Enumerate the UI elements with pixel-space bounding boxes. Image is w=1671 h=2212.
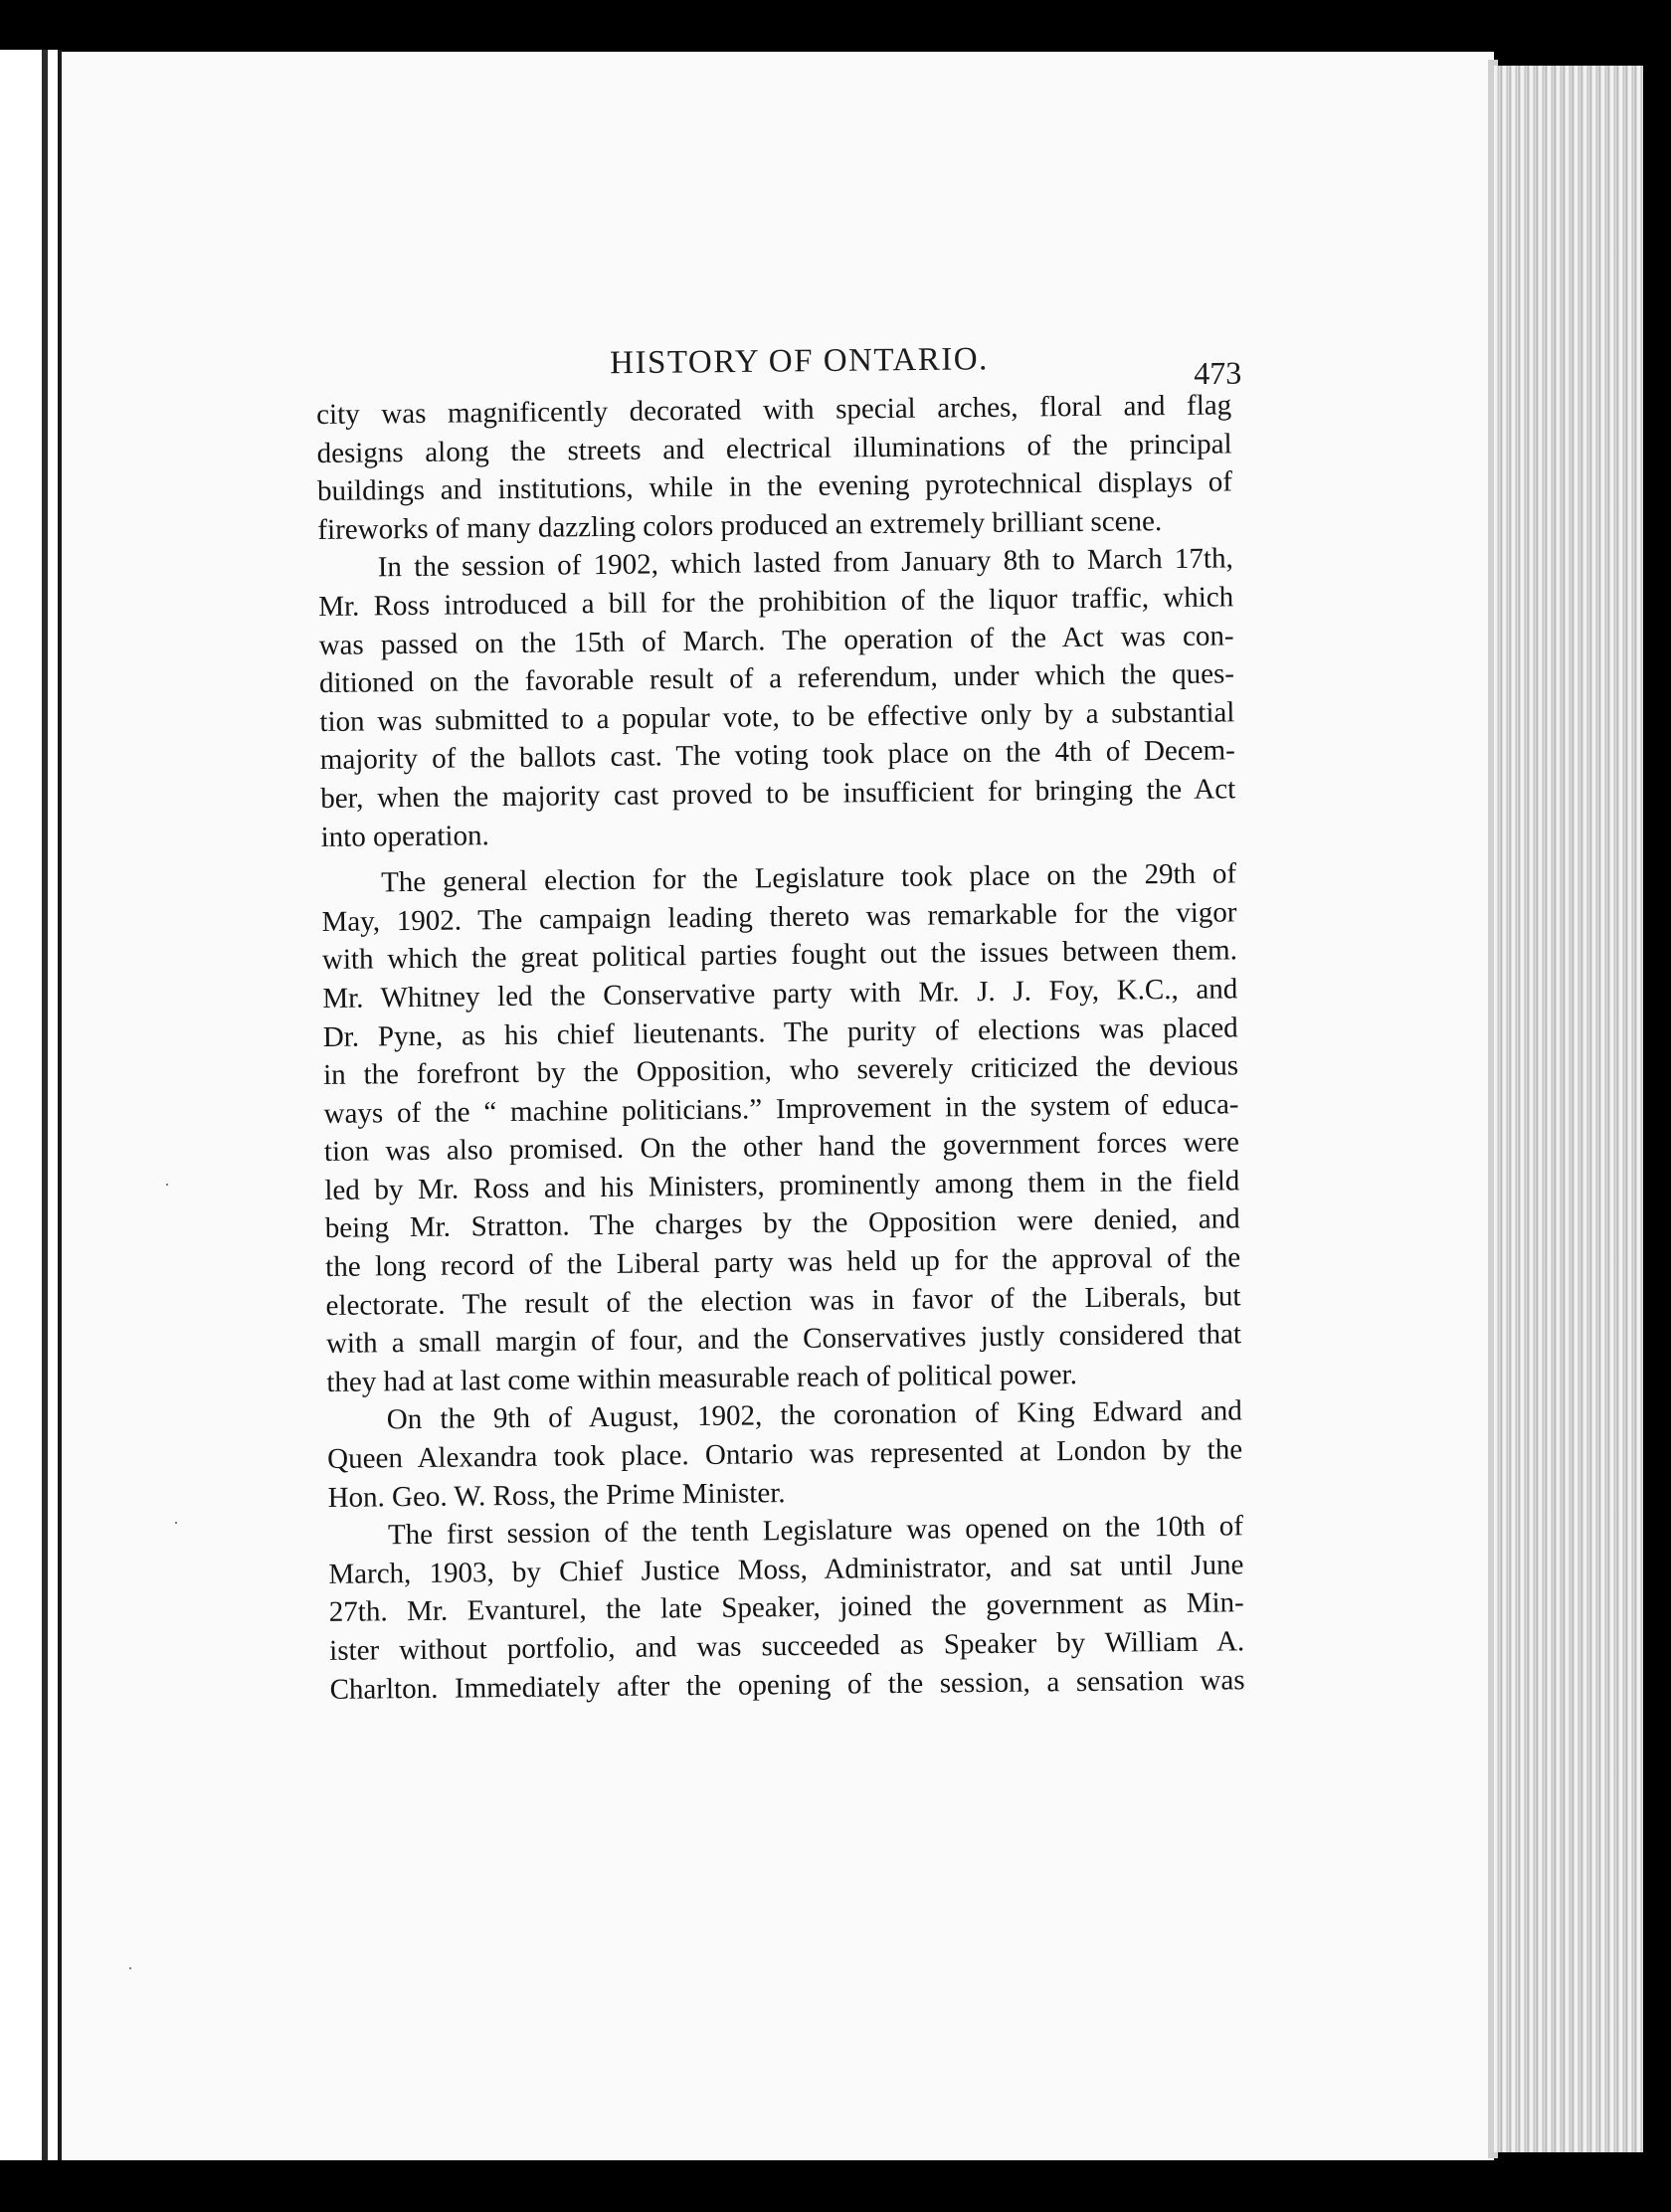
text-line: Mr. Ross introduced a bill for the prohibition of the liquor traffic, which <box>318 581 1234 623</box>
text-line: The general election for the Legislature took place on the 29th of <box>380 857 1237 899</box>
paragraph <box>327 1392 1243 1517</box>
text-line: ister without portfolio, and was succeeded as Speaker by William A. <box>329 1625 1245 1667</box>
text-line: they had at last come within measurable reach of political power. <box>326 1358 1078 1398</box>
text-line: In the session of 1902, which lasted from January 8th to March 17th, <box>377 542 1233 584</box>
text-line: tion was also promised. On the other hand the government forces were <box>323 1126 1240 1169</box>
paragraph <box>316 386 1233 549</box>
text-line: March, 1903, by Chief Justice Moss, Administrator, and sat until June <box>328 1549 1244 1590</box>
paper-speck <box>129 1967 131 1969</box>
text-line: Hon. Geo. W. Ross, the Prime Minister. <box>327 1476 786 1514</box>
text-line: electorate. The result of the election was in favor of the Liberals, but <box>325 1279 1241 1322</box>
page-number: 473 <box>1194 354 1242 392</box>
text-line: majority of the ballots cast. The voting took place on the 4th of Decem- <box>319 734 1235 777</box>
text-line: On the 9th of August, 1902, the coronation of King Edward and <box>386 1394 1242 1436</box>
text-line: being Mr. Stratton. The charges by the Opposition were denied, and <box>324 1202 1240 1245</box>
text-line: ber, when the majority cast proved to be insufficient for bringing the Act <box>320 773 1236 815</box>
running-head: HISTORY OF ONTARIO. <box>609 341 989 382</box>
text-line: into operation. <box>320 819 489 853</box>
text-line: 27th. Mr. Evanturel, the late Speaker, joined the government as Min- <box>328 1586 1244 1629</box>
text-line: Dr. Pyne, as his chief lieutenants. The purity of elections was placed <box>322 1011 1238 1053</box>
body-text <box>316 386 1245 1709</box>
text-line: fireworks of many dazzling colors produced an extremely brilliant scene. <box>317 504 1163 546</box>
text-line: Queen Alexandra took place. Ontario was represented at London by the <box>327 1433 1243 1475</box>
facing-page-edge <box>0 50 62 2160</box>
paragraph <box>321 854 1242 1401</box>
paragraph <box>318 540 1236 856</box>
text-line: May, 1902. The campaign leading thereto was remarkable for the vigor <box>321 896 1237 938</box>
text-line: city was magnificently decorated with special arches, floral and flag <box>316 389 1232 431</box>
text-line: buildings and institutions, while in the evening pyrotechnical displays of <box>316 465 1233 508</box>
paper-speck <box>166 1184 168 1186</box>
text-line: Charlton. Immediately after the opening of the session, a sensation was <box>329 1663 1245 1706</box>
book-page-edges <box>1494 66 1643 2152</box>
text-line: ditioned on the favorable result of a referendum, under which the ques- <box>318 657 1235 700</box>
text-line: ways of the “ machine politicians.” Improvement in the system of educa- <box>323 1088 1239 1130</box>
text-line: with which the great political parties fought out the issues between them. <box>321 934 1238 977</box>
paragraph <box>328 1508 1245 1710</box>
text-line: was passed on the 15th of March. The operation of the Act was con- <box>318 619 1234 661</box>
text-line: The first session of the tenth Legislature was opened on the 10th of <box>387 1510 1244 1552</box>
text-line: designs along the streets and electrical illuminations of the principal <box>316 427 1232 469</box>
text-line: led by Mr. Ross and his Ministers, prominently among them in the field <box>324 1165 1240 1206</box>
text-line: in the forefront by the Opposition, who severely criticized the devious <box>322 1049 1239 1092</box>
text-line: Mr. Whitney led the Conservative party with Mr. J. J. Foy, K.C., and <box>322 973 1238 1014</box>
paper-speck <box>175 1522 177 1524</box>
text-line: tion was submitted to a popular vote, to be effective only by a substantial <box>319 696 1235 738</box>
text-line: the long record of the Liberal party was held up for the approval of the <box>325 1241 1241 1284</box>
text-line: with a small margin of four, and the Conservatives justly considered that <box>325 1318 1242 1361</box>
